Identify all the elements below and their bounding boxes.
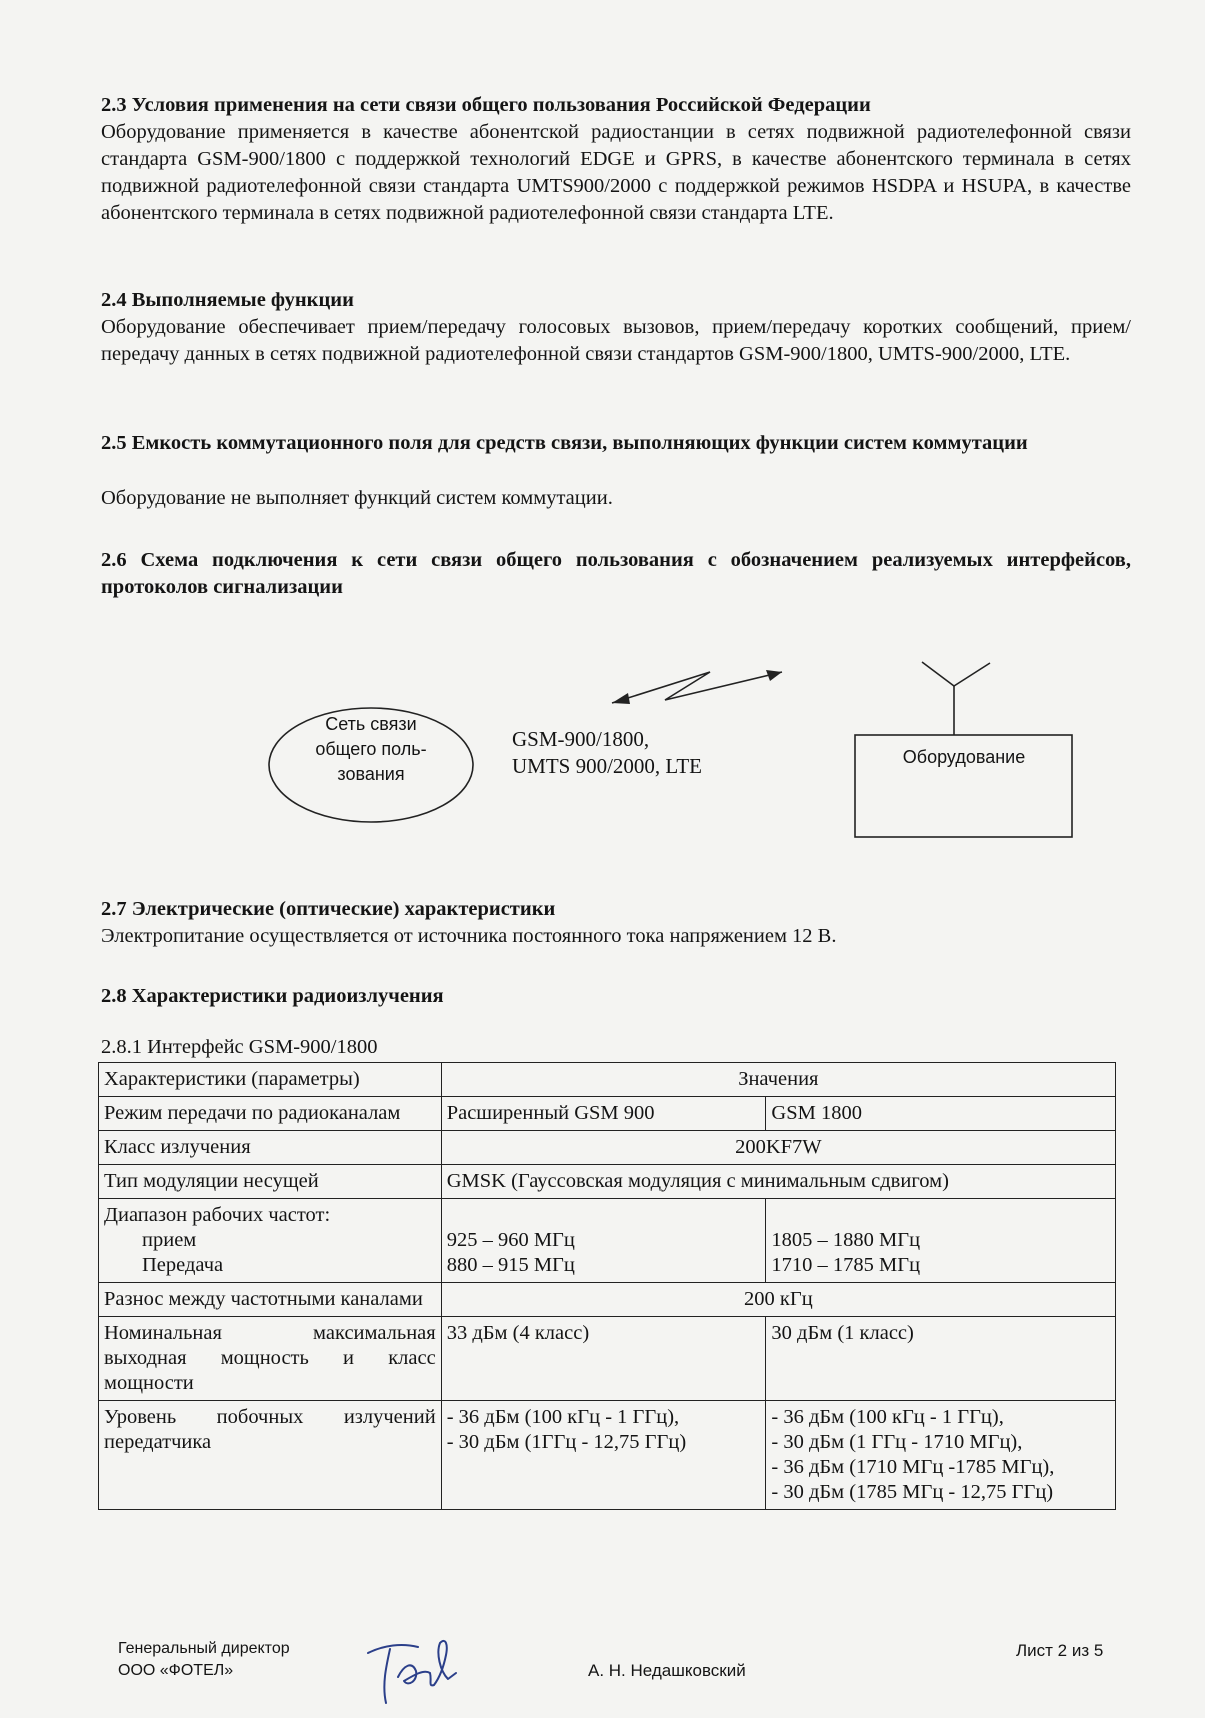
antenna-left-arm [922,662,954,686]
table-header-row [99,1063,1116,1097]
network-label-3: зования [337,764,405,784]
signatory-position-line1: Генеральный директор [118,1640,290,1657]
row-range-a-cell [441,1199,766,1283]
row-power-a: 33 дБм (4 класс) [441,1317,766,1401]
row-spurious-b-cell [766,1401,1116,1510]
section-2-4-title: 2.4 Выполняемые функции [101,289,354,311]
row-range-a-rx: 925 – 960 МГц [446,1229,575,1251]
row-spurious-a1: - 36 дБм (100 кГц - 1 ГГц), [446,1406,680,1428]
network-label-2: общего поль- [315,739,427,759]
arrow-left-icon [612,693,630,704]
radio-link-zigzag [612,672,782,703]
section-2-7-body: Электропитание осуществляется от источника постоянного тока напряжением 12 В. [101,925,837,947]
row-spurious-a-cell [441,1401,766,1510]
row-emission-value: 200KF7W [441,1131,1115,1165]
antenna-right-arm [954,663,990,686]
row-spacing-param: Разнос между частотными каналами [99,1283,442,1317]
section-2-4-body: Оборудование обеспечивает прием/передачу голосовых вызовов, прием/передачу коротких сообщений, прием/передачу данных в сетях подвижной радиотелефонной связи стандартов GSM-900/1800, UMTS-900/2000, LTE. [101,316,1131,365]
row-range-tx-label: Передача [142,1254,224,1276]
row-emission-param: Класс излучения [99,1131,442,1165]
section-2-7-title: 2.7 Электрические (оптические) характеристики [101,898,556,920]
row-range-a-tx: 880 – 915 МГц [446,1254,575,1276]
header-values: Значения [441,1063,1115,1097]
equipment-label: Оборудование [902,747,1026,767]
handwritten-signature [360,1625,470,1710]
row-range-param-cell [99,1199,442,1283]
section-2-3-title: 2.3 Условия применения на сети связи общего пользования Российской Федерации [101,94,871,116]
row-range-b-cell [766,1199,1116,1283]
row-mode-a: Расширенный GSM 900 [441,1097,766,1131]
section-2-3-body: Оборудование применяется в качестве абонентской радиостанции в сетях подвижной радиотелефонной связи стандарта GSM-900/1800 с поддержкой технологий EDGE и GPRS, в качестве абонентского терминала в сетях подвижной радиотелефонной связи стандарта UMTS900/2000 с поддержкой режимов HSDPA и HSUPA, в качестве абонентского терминала в сетях подвижной радиотелефонной связи стандарта LTE. [101,121,1131,224]
table-row [99,1401,1116,1510]
row-range-b-tx: 1710 – 1785 МГц [771,1254,921,1276]
table-row [99,1283,1116,1317]
signatory-position-line2: ООО «ФОТЕЛ» [118,1662,234,1679]
section-2-5-title: 2.5 Емкость коммутационного поля для средств связи, выполняющих функции систем коммутации [101,432,1028,454]
row-range-rx-label: прием [142,1229,197,1251]
table-row [99,1165,1116,1199]
row-mode-param: Режим передачи по радиоканалам [99,1097,442,1131]
row-spurious-b4: - 30 дБм (1785 МГц - 12,75 ГГц) [771,1481,1054,1503]
table-row [99,1097,1116,1131]
section-2-6-title: 2.6 Схема подключения к сети связи общего пользования с обозначением реализуемых интерфейсов, протоколов сигнализации [101,549,1131,598]
row-power-param: Номинальная максимальная выходная мощность и класс мощности [99,1317,442,1401]
table-row [99,1317,1116,1401]
row-spacing-value: 200 кГц [441,1283,1115,1317]
row-spurious-b1: - 36 дБм (100 кГц - 1 ГГц), [771,1406,1004,1428]
gsm-spec-table [98,1062,1116,1510]
row-range-param: Диапазон рабочих частот: [104,1204,331,1226]
sheet-number: Лист 2 из 5 [1016,1641,1104,1660]
header-parameters: Характеристики (параметры) [99,1063,442,1097]
section-2-8-title: 2.8 Характеристики радиоизлучения [101,985,444,1007]
row-spurious-a2: - 30 дБм (1ГГц - 12,75 ГГц) [446,1431,687,1453]
arrow-right-icon [766,670,782,681]
row-range-b-rx: 1805 – 1880 МГц [771,1229,921,1251]
interface-label-1: GSM-900/1800, [512,727,650,751]
interface-label-2: UMTS 900/2000, LTE [512,754,702,778]
row-mode-b: GSM 1800 [766,1097,1116,1131]
section-2-5-body: Оборудование не выполняет функций систем коммутации. [101,487,613,509]
table-row [99,1199,1116,1283]
row-spurious-b2: - 30 дБм (1 ГГц - 1710 МГц), [771,1431,1023,1453]
row-spurious-param: Уровень побочных излучений передатчика [99,1401,442,1510]
table-row [99,1131,1116,1165]
row-modulation-value: GMSK (Гауссовская модуляция с минимальным сдвигом) [441,1165,1115,1199]
row-modulation-param: Тип модуляции несущей [99,1165,442,1199]
network-label-1: Сеть связи [325,714,417,734]
section-2-8-1-subtitle: 2.8.1 Интерфейс GSM-900/1800 [101,1036,378,1058]
row-power-b: 30 дБм (1 класс) [766,1317,1116,1401]
signatory-position [118,1638,290,1682]
signatory-name: А. Н. Недашковский [588,1661,746,1680]
row-spurious-b3: - 36 дБм (1710 МГц -1785 МГц), [771,1456,1055,1478]
